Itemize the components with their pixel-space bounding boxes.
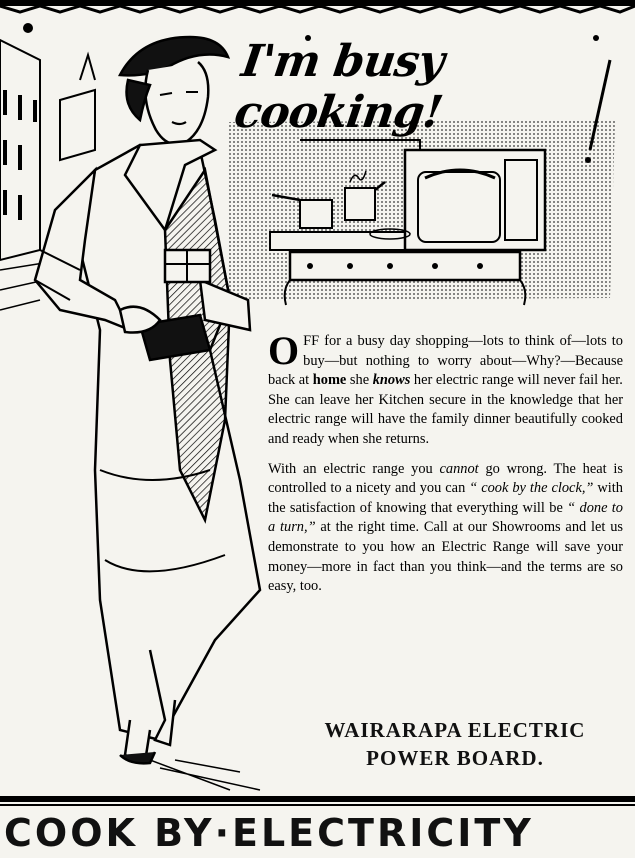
para3-clock: “ cook by the clock,”: [469, 480, 594, 497]
divider-rule: [0, 796, 635, 802]
slogan: COOK BY·ELECTRICITY: [4, 811, 534, 855]
para1-she: she: [346, 372, 373, 389]
headline: I'm busy cooking!: [231, 36, 447, 138]
paragraph-3: [268, 460, 623, 597]
para3-d: at the right time. Call at our Showrooms and let us demonstrate to you how an Electric Range will save your money—more in fact than you think—and the terms are so easy, too.: [268, 519, 623, 595]
advertiser-signature: [280, 716, 630, 772]
para3-a: With an electric range you: [268, 460, 440, 477]
para3-c: with the satisfaction of knowing that everything will be: [268, 480, 623, 516]
para3-cannot: cannot: [439, 460, 479, 477]
para1-text: FF for a busy day shopping—lots to think of—lots to buy—but nothing to worry about—Why?—Because back at: [268, 333, 623, 389]
paragraph-1: [268, 328, 623, 391]
body-copy: [268, 328, 623, 597]
para3-turn: “ done to a turn,”: [268, 499, 623, 536]
woman-figure: [35, 37, 260, 790]
paragraph-2: She can leave her Kitchen secure in the knowledge that her electric range will have the family dinner beautifully cooked and ready when she returns.: [268, 391, 623, 447]
para1-end: her electric range will never fail her.: [410, 372, 623, 389]
electric-range-drawing: [228, 120, 615, 315]
para1-knows: knows: [372, 372, 411, 389]
signature-line-2: POWER BOARD.: [366, 746, 544, 770]
divider-rule-thin: [0, 804, 635, 806]
para1-home: home: [312, 372, 347, 389]
para3-b: go wrong. The heat is controlled to a nicety and you can: [268, 460, 623, 497]
drop-cap: O: [268, 328, 300, 373]
signature-line-1: WAIRARAPA ELECTRIC: [324, 718, 586, 742]
